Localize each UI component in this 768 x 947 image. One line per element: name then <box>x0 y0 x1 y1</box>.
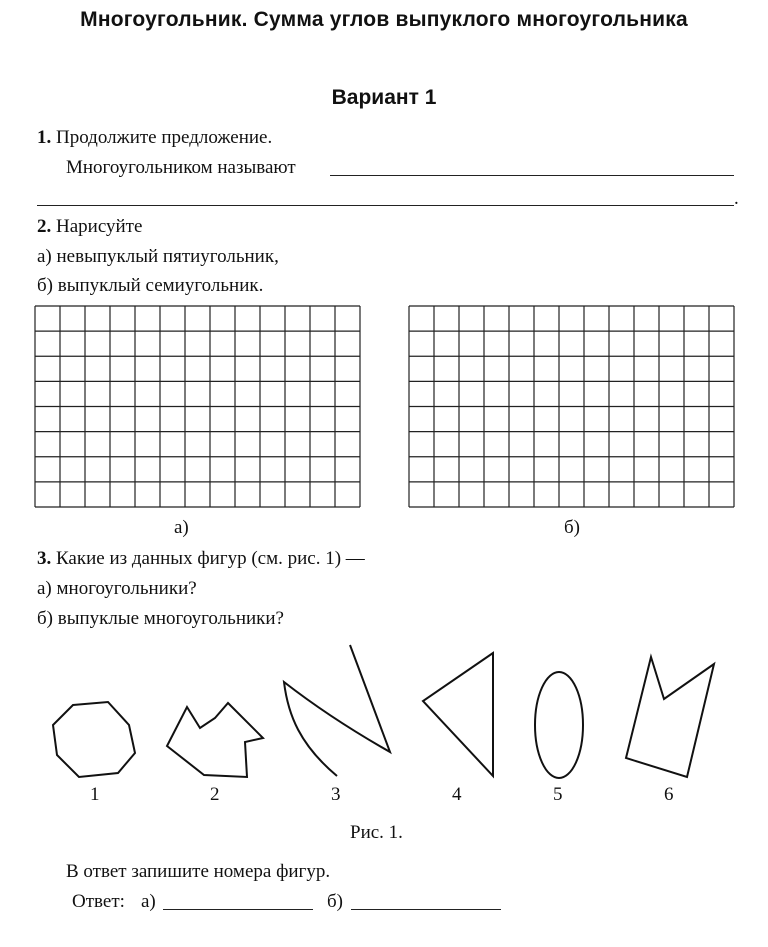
answer-b-line[interactable] <box>351 909 501 910</box>
figure-label-6: 6 <box>664 784 674 805</box>
figure-4-triangle <box>423 653 493 776</box>
grid-b-label: б) <box>564 517 580 538</box>
task1-number: 1. <box>37 127 52 148</box>
drawing-grid-b[interactable] <box>409 306 734 507</box>
task2-number: 2. <box>37 216 52 237</box>
figure-caption: Рис. 1. <box>350 822 403 843</box>
grid-a-label: а) <box>174 517 189 538</box>
task1-sentence: Многоугольником называют <box>66 157 296 178</box>
answer-label: Ответ: <box>72 891 125 912</box>
variant-heading: Вариант 1 <box>331 86 437 109</box>
task3-header <box>37 548 365 570</box>
figure-2-nonconvex-polygon <box>167 703 263 777</box>
task1-end-period: . <box>734 188 739 209</box>
figure-label-1: 1 <box>90 784 100 805</box>
task2-prompt: Нарисуйте <box>56 216 143 237</box>
figure-label-3: 3 <box>331 784 341 805</box>
task3-number: 3. <box>37 548 52 569</box>
figure-5-ellipse <box>535 672 583 778</box>
task1-prompt: Продолжите предложение. <box>56 127 273 148</box>
page-title: Многоугольник. Сумма углов выпуклого многоугольника <box>80 8 688 31</box>
answer-b-label: б) <box>327 891 343 912</box>
figure-label-5: 5 <box>553 784 563 805</box>
figure-label-2: 2 <box>210 784 220 805</box>
figure-label-4: 4 <box>452 784 462 805</box>
answer-a-label: а) <box>141 891 156 912</box>
task2-item-b: б) выпуклый семиугольник. <box>37 275 264 296</box>
task3-item-a: а) многоугольники? <box>37 578 197 599</box>
figure-6-nonconvex-pentagon <box>626 657 714 777</box>
task2-item-a: а) невыпуклый пятиугольник, <box>37 246 279 267</box>
figure-1-heptagon <box>53 702 135 777</box>
task3-prompt: Какие из данных фигур (см. рис. 1) — <box>56 548 365 569</box>
answer-hint: В ответ запишите номера фигур. <box>66 861 331 882</box>
task3-item-b: б) выпуклые многоугольники? <box>37 608 284 629</box>
drawing-grid-a[interactable] <box>35 306 360 507</box>
figure-3-open-curve <box>284 645 390 776</box>
answer-a-line[interactable] <box>163 909 313 910</box>
